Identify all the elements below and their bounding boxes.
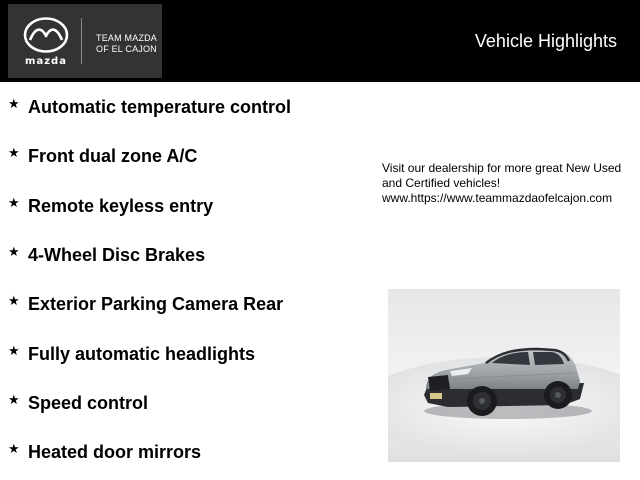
- star-icon: ★: [8, 245, 20, 260]
- mazda-wing-emblem-icon: [22, 16, 70, 54]
- feature-label: Fully automatic headlights: [28, 344, 256, 364]
- star-icon: ★: [8, 146, 20, 161]
- star-icon: ★: [8, 196, 20, 211]
- feature-item: [8, 342, 255, 366]
- vehicle-photo: [388, 289, 620, 462]
- dealer-name-line1: TEAM MAZDA: [96, 33, 158, 43]
- star-icon: ★: [8, 393, 20, 408]
- page-title: Vehicle Highlights: [474, 31, 617, 51]
- star-icon: ★: [8, 344, 20, 359]
- feature-label: Exterior Parking Camera Rear: [28, 294, 284, 314]
- feature-label: Remote keyless entry: [28, 196, 214, 216]
- mazda-wordmark: mazda: [25, 56, 67, 67]
- vehicle-illustration: [388, 289, 620, 462]
- star-icon: ★: [8, 442, 20, 457]
- dealer-name: [96, 33, 157, 55]
- star-icon: ★: [8, 294, 20, 309]
- feature-label: 4-Wheel Disc Brakes: [28, 245, 206, 265]
- promo-line: and Certified vehicles!: [382, 176, 501, 190]
- star-icon: ★: [8, 97, 20, 112]
- feature-item: [8, 391, 148, 415]
- feature-label: Heated door mirrors: [28, 442, 202, 462]
- promo-line: Visit our dealership for more great New Used: [382, 161, 622, 175]
- feature-label: Front dual zone A/C: [28, 146, 198, 166]
- feature-label: Automatic temperature control: [28, 97, 292, 117]
- dealership-url: www.https://www.teammazdaofelcajon.com: [382, 191, 613, 205]
- feature-item: [8, 95, 291, 119]
- dealer-name-line2: OF EL CAJON: [96, 44, 157, 54]
- dealership-promo: [382, 161, 632, 206]
- dealer-logo: [8, 4, 162, 78]
- feature-item: [8, 144, 197, 168]
- feature-item: [8, 292, 283, 316]
- feature-item: [8, 194, 213, 218]
- feature-item: [8, 243, 205, 267]
- feature-item: [8, 440, 201, 464]
- logo-divider: [81, 18, 82, 64]
- feature-label: Speed control: [28, 393, 149, 413]
- header-bar: [0, 0, 640, 82]
